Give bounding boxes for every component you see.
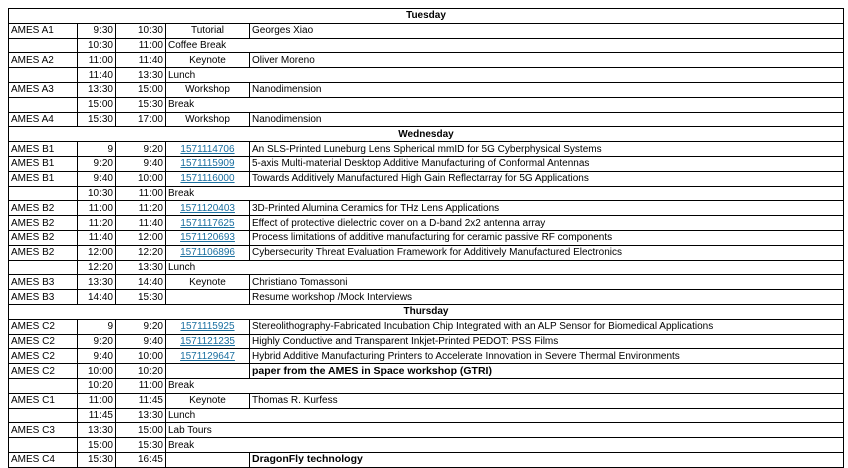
session-type-cell: Keynote bbox=[166, 53, 250, 68]
end-time-cell: 10:20 bbox=[116, 364, 166, 379]
paper-id-link[interactable]: 1571129647 bbox=[180, 350, 235, 362]
schedule-row bbox=[9, 452, 844, 467]
title-cell: Thomas R. Kurfess bbox=[250, 393, 844, 408]
start-time-cell: 15:00 bbox=[78, 97, 116, 112]
day-header-row bbox=[9, 304, 844, 319]
schedule-table bbox=[8, 8, 844, 468]
start-time-cell: 10:20 bbox=[78, 378, 116, 393]
start-time-cell: 11:40 bbox=[78, 230, 116, 245]
start-time-cell: 9 bbox=[78, 319, 116, 334]
end-time-cell: 11:00 bbox=[116, 378, 166, 393]
paper-id-cell bbox=[166, 142, 250, 157]
start-time-cell: 13:30 bbox=[78, 423, 116, 438]
title-cell: Process limitations of additive manufacturing for ceramic passive RF components bbox=[250, 230, 844, 245]
session-cell: AMES B1 bbox=[9, 156, 78, 171]
session-cell: AMES C3 bbox=[9, 423, 78, 438]
title-cell: Highly Conductive and Transparent Inkjet-Printed PEDOT: PSS Films bbox=[250, 334, 844, 349]
title-cell: Effect of protective dielectric cover on a D-band 2x2 antenna array bbox=[250, 216, 844, 231]
start-time-cell: 11:40 bbox=[78, 68, 116, 83]
end-time-cell: 10:30 bbox=[116, 23, 166, 38]
schedule-row bbox=[9, 349, 844, 364]
schedule-row bbox=[9, 423, 844, 438]
start-time-cell: 15:00 bbox=[78, 438, 116, 453]
session-cell bbox=[9, 68, 78, 83]
paper-id-cell bbox=[166, 156, 250, 171]
session-cell bbox=[9, 438, 78, 453]
title-cell: Nanodimension bbox=[250, 82, 844, 97]
session-cell: AMES B2 bbox=[9, 216, 78, 231]
schedule-row bbox=[9, 230, 844, 245]
title-cell: Christiano Tomassoni bbox=[250, 275, 844, 290]
end-time-cell: 13:30 bbox=[116, 68, 166, 83]
schedule-row bbox=[9, 38, 844, 53]
start-time-cell: 15:30 bbox=[78, 452, 116, 467]
end-time-cell: 15:30 bbox=[116, 290, 166, 305]
day-header: Wednesday bbox=[9, 127, 844, 142]
schedule-row bbox=[9, 82, 844, 97]
paper-id-cell bbox=[166, 319, 250, 334]
start-time-cell: 11:20 bbox=[78, 216, 116, 231]
schedule-row bbox=[9, 68, 844, 83]
session-cell: AMES A2 bbox=[9, 53, 78, 68]
session-type-cell: Tutorial bbox=[166, 23, 250, 38]
day-header: Thursday bbox=[9, 304, 844, 319]
end-time-cell: 10:00 bbox=[116, 171, 166, 186]
session-type-cell bbox=[166, 452, 250, 467]
start-time-cell: 9 bbox=[78, 142, 116, 157]
schedule-row bbox=[9, 319, 844, 334]
start-time-cell: 9:40 bbox=[78, 171, 116, 186]
schedule-row bbox=[9, 260, 844, 275]
end-time-cell: 16:45 bbox=[116, 452, 166, 467]
session-cell bbox=[9, 186, 78, 201]
schedule-row bbox=[9, 408, 844, 423]
end-time-cell: 13:30 bbox=[116, 260, 166, 275]
session-cell: AMES A3 bbox=[9, 82, 78, 97]
paper-id-cell bbox=[166, 349, 250, 364]
end-time-cell: 9:20 bbox=[116, 142, 166, 157]
title-cell: Oliver Moreno bbox=[250, 53, 844, 68]
start-time-cell: 11:45 bbox=[78, 408, 116, 423]
paper-id-link[interactable]: 1571115909 bbox=[180, 158, 235, 170]
end-time-cell: 10:00 bbox=[116, 349, 166, 364]
activity-cell: Coffee Break bbox=[166, 38, 844, 53]
schedule-row bbox=[9, 142, 844, 157]
session-cell bbox=[9, 38, 78, 53]
end-time-cell: 11:20 bbox=[116, 201, 166, 216]
title-cell: Towards Additively Manufactured High Gain Reflectarray for 5G Applications bbox=[250, 171, 844, 186]
session-type-cell: Keynote bbox=[166, 393, 250, 408]
session-type-cell: Keynote bbox=[166, 275, 250, 290]
session-cell: AMES C2 bbox=[9, 349, 78, 364]
start-time-cell: 9:30 bbox=[78, 23, 116, 38]
title-cell: DragonFly technology bbox=[250, 452, 844, 467]
session-cell: AMES C2 bbox=[9, 364, 78, 379]
activity-cell: Break bbox=[166, 438, 844, 453]
session-cell: AMES B1 bbox=[9, 171, 78, 186]
schedule-row bbox=[9, 156, 844, 171]
end-time-cell: 11:00 bbox=[116, 186, 166, 201]
start-time-cell: 13:30 bbox=[78, 275, 116, 290]
end-time-cell: 9:20 bbox=[116, 319, 166, 334]
session-type-cell: Workshop bbox=[166, 82, 250, 97]
paper-id-link[interactable]: 1571121235 bbox=[180, 335, 235, 347]
day-header: Tuesday bbox=[9, 9, 844, 24]
paper-id-link[interactable]: 1571120403 bbox=[180, 202, 235, 214]
schedule-row bbox=[9, 393, 844, 408]
paper-id-link[interactable]: 1571106896 bbox=[180, 247, 235, 259]
schedule-row bbox=[9, 245, 844, 260]
end-time-cell: 15:00 bbox=[116, 82, 166, 97]
end-time-cell: 12:00 bbox=[116, 230, 166, 245]
session-cell: AMES B1 bbox=[9, 142, 78, 157]
start-time-cell: 12:00 bbox=[78, 245, 116, 260]
session-cell: AMES B2 bbox=[9, 230, 78, 245]
session-cell: AMES C2 bbox=[9, 319, 78, 334]
session-cell: AMES A1 bbox=[9, 23, 78, 38]
paper-id-cell bbox=[166, 171, 250, 186]
title-cell: Cybersecurity Threat Evaluation Framework for Additively Manufactured Electronics bbox=[250, 245, 844, 260]
title-cell: Georges Xiao bbox=[250, 23, 844, 38]
paper-id-cell bbox=[166, 216, 250, 231]
schedule-row bbox=[9, 364, 844, 379]
start-time-cell: 10:00 bbox=[78, 364, 116, 379]
activity-cell: Break bbox=[166, 186, 844, 201]
end-time-cell: 14:40 bbox=[116, 275, 166, 290]
activity-cell: Lunch bbox=[166, 408, 844, 423]
schedule-body bbox=[9, 9, 844, 468]
paper-id-link[interactable]: 1571120693 bbox=[180, 232, 235, 244]
schedule-row bbox=[9, 53, 844, 68]
session-cell: AMES C2 bbox=[9, 334, 78, 349]
session-cell: AMES C1 bbox=[9, 393, 78, 408]
session-type-cell bbox=[166, 290, 250, 305]
session-cell bbox=[9, 378, 78, 393]
start-time-cell: 11:00 bbox=[78, 53, 116, 68]
schedule-row bbox=[9, 216, 844, 231]
end-time-cell: 12:20 bbox=[116, 245, 166, 260]
end-time-cell: 11:45 bbox=[116, 393, 166, 408]
end-time-cell: 11:40 bbox=[116, 216, 166, 231]
session-cell bbox=[9, 260, 78, 275]
day-header-row bbox=[9, 9, 844, 24]
session-type-cell: Workshop bbox=[166, 112, 250, 127]
title-cell: Nanodimension bbox=[250, 112, 844, 127]
schedule-row bbox=[9, 334, 844, 349]
start-time-cell: 10:30 bbox=[78, 186, 116, 201]
start-time-cell: 9:20 bbox=[78, 156, 116, 171]
end-time-cell: 9:40 bbox=[116, 156, 166, 171]
end-time-cell: 17:00 bbox=[116, 112, 166, 127]
title-cell: 5-axis Multi-material Desktop Additive Manufacturing of Conformal Antennas bbox=[250, 156, 844, 171]
activity-cell: Lunch bbox=[166, 260, 844, 275]
end-time-cell: 11:00 bbox=[116, 38, 166, 53]
title-cell: An SLS-Printed Luneburg Lens Spherical mmID for 5G Cyberphysical Systems bbox=[250, 142, 844, 157]
paper-id-cell bbox=[166, 334, 250, 349]
paper-id-cell bbox=[166, 201, 250, 216]
start-time-cell: 11:00 bbox=[78, 201, 116, 216]
paper-id-link[interactable]: 1571117625 bbox=[180, 217, 235, 229]
title-cell: Resume workshop /Mock Interviews bbox=[250, 290, 844, 305]
schedule-row bbox=[9, 97, 844, 112]
session-cell: AMES B3 bbox=[9, 275, 78, 290]
schedule-row bbox=[9, 112, 844, 127]
session-type-cell bbox=[166, 364, 250, 379]
start-time-cell: 15:30 bbox=[78, 112, 116, 127]
end-time-cell: 13:30 bbox=[116, 408, 166, 423]
start-time-cell: 9:20 bbox=[78, 334, 116, 349]
end-time-cell: 15:30 bbox=[116, 97, 166, 112]
schedule-row bbox=[9, 438, 844, 453]
paper-id-link[interactable]: 1571114706 bbox=[180, 143, 235, 155]
end-time-cell: 9:40 bbox=[116, 334, 166, 349]
session-cell: AMES A4 bbox=[9, 112, 78, 127]
schedule-row bbox=[9, 378, 844, 393]
session-cell: AMES B3 bbox=[9, 290, 78, 305]
title-cell: 3D-Printed Alumina Ceramics for THz Lens Applications bbox=[250, 201, 844, 216]
paper-id-link[interactable]: 1571115925 bbox=[180, 321, 235, 333]
end-time-cell: 11:40 bbox=[116, 53, 166, 68]
session-cell bbox=[9, 97, 78, 112]
activity-cell: Lab Tours bbox=[166, 423, 844, 438]
title-cell: paper from the AMES in Space workshop (GTRI) bbox=[250, 364, 844, 379]
title-cell: Stereolithography-Fabricated Incubation Chip Integrated with an ALP Sensor for Biomedical Applications bbox=[250, 319, 844, 334]
day-header-row bbox=[9, 127, 844, 142]
paper-id-cell bbox=[166, 245, 250, 260]
schedule-row bbox=[9, 290, 844, 305]
start-time-cell: 13:30 bbox=[78, 82, 116, 97]
activity-cell: Break bbox=[166, 97, 844, 112]
schedule-row bbox=[9, 171, 844, 186]
end-time-cell: 15:00 bbox=[116, 423, 166, 438]
start-time-cell: 11:00 bbox=[78, 393, 116, 408]
schedule-row bbox=[9, 201, 844, 216]
title-cell: Hybrid Additive Manufacturing Printers to Accelerate Innovation in Severe Thermal Environments bbox=[250, 349, 844, 364]
activity-cell: Break bbox=[166, 378, 844, 393]
schedule-row bbox=[9, 23, 844, 38]
session-cell: AMES B2 bbox=[9, 201, 78, 216]
schedule-row bbox=[9, 275, 844, 290]
start-time-cell: 9:40 bbox=[78, 349, 116, 364]
session-cell bbox=[9, 408, 78, 423]
session-cell: AMES C4 bbox=[9, 452, 78, 467]
activity-cell: Lunch bbox=[166, 68, 844, 83]
start-time-cell: 14:40 bbox=[78, 290, 116, 305]
end-time-cell: 15:30 bbox=[116, 438, 166, 453]
schedule-row bbox=[9, 186, 844, 201]
start-time-cell: 10:30 bbox=[78, 38, 116, 53]
paper-id-cell bbox=[166, 230, 250, 245]
start-time-cell: 12:20 bbox=[78, 260, 116, 275]
session-cell: AMES B2 bbox=[9, 245, 78, 260]
paper-id-link[interactable]: 1571116000 bbox=[180, 173, 235, 185]
